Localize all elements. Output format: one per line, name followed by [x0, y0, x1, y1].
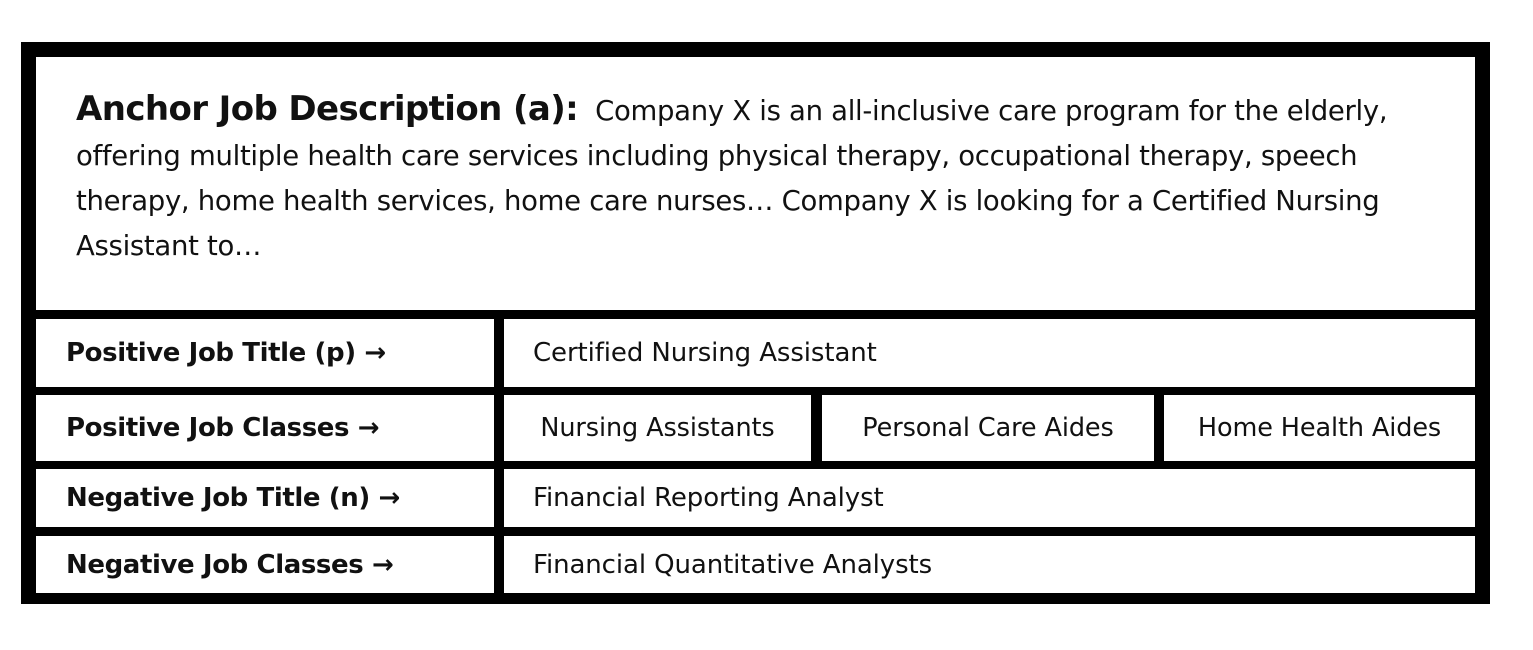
anchor-paragraph	[76, 87, 1457, 269]
positive-job-classes-label: Positive Job Classes →	[36, 395, 494, 461]
positive-job-title-label: Positive Job Title (p) →	[36, 319, 494, 387]
negative-job-title-value: Financial Reporting Analyst	[504, 469, 1475, 527]
anchor-job-description	[36, 57, 1475, 310]
positive-class-nursing-assistants: Nursing Assistants	[504, 395, 811, 461]
job-triplet-table	[21, 42, 1490, 604]
anchor-label: Anchor Job Description (a):	[76, 89, 579, 129]
negative-job-classes-label: Negative Job Classes →	[36, 536, 494, 593]
negative-job-title-label: Negative Job Title (n) →	[36, 469, 494, 527]
positive-job-title-value: Certified Nursing Assistant	[504, 319, 1475, 387]
anchor-text: Company X is an all-inclusive care program for the elderly, offering multiple health care services including physical therapy, occupational therapy, speech therapy, home health services, home care nurses… Company X is looking for a Certified Nursing Assistant to…	[76, 95, 1388, 262]
positive-class-home-health-aides: Home Health Aides	[1164, 395, 1475, 461]
negative-job-classes-value: Financial Quantitative Analysts	[504, 536, 1475, 593]
positive-class-personal-care-aides: Personal Care Aides	[822, 395, 1154, 461]
